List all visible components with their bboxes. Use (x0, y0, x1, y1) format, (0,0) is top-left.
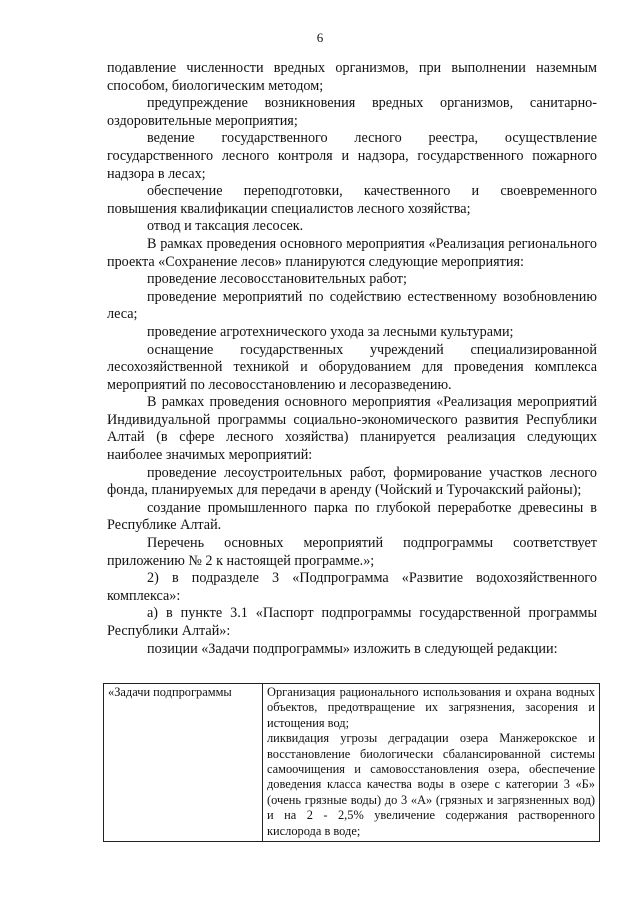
paragraph: отвод и таксация лесосек. (147, 218, 304, 235)
table-item: ликвидация угрозы деградации озера Манжерокское и восстановление биологически сбалансированной системы самоочищения и самовосстановления озера, обеспечение доведения класса качества воды в озере с категории 3 «Б» (очень грязные воды) до 3 «А» (грязных и загрязненных вод) и на 2 - 2,5% увеличение содержания растворенного кислорода в воде; (267, 731, 595, 838)
table-label-cell: «Задачи подпрограммы (104, 684, 263, 842)
paragraph: позиции «Задачи подпрограммы» изложить в следующей редакции: (147, 640, 558, 657)
paragraph: проведение лесоустроительных работ, формирование участков лесного фонда, планируемых для передачи в аренду (Чойский и Турочакский районы); (107, 464, 597, 499)
paragraph: обеспечение переподготовки, качественного и своевременного повышения квалификации специалистов лесного хозяйства; (107, 183, 597, 217)
paragraph: проведение мероприятий по содействию естественному возобновлению леса; (107, 288, 597, 323)
paragraph: В рамках проведения основного мероприятия «Реализация регионального проекта «Сохранение лесов» планируются следующие мероприятия: (107, 235, 597, 270)
paragraph: оснащение государственных учреждений специализированной лесохозяйственной техникой и оборудованием для проведения комплекса мероприятий по лесовосстановлению и лесоразведению. (107, 341, 597, 393)
paragraph: 2) в подразделе 3 «Подпрограмма «Развитие водохозяйственного комплекса»: (107, 570, 597, 604)
paragraph: В рамках проведения основного мероприятия «Реализация мероприятий Индивидуальной программы социально-экономического развития Республики Алтай (в сфере лесного хозяйства) планируется реализация следующих наиболее значимых мероприятий: (107, 394, 597, 464)
table-content-cell (263, 684, 600, 842)
paragraph: проведение лесовосстановительных работ; (147, 271, 407, 288)
paragraph: создание промышленного парка по глубокой переработке древесины в Республике Алтай. (107, 499, 597, 534)
table-row (104, 684, 600, 842)
paragraph: Перечень основных мероприятий подпрограммы соответствует приложению № 2 к настоящей программе.»; (107, 535, 597, 569)
paragraph: подавление численности вредных организмов, при выполнении наземным способом, биологическим методом; (107, 60, 597, 94)
paragraph: а) в пункте 3.1 «Паспорт подпрограммы государственной программы Республики Алтай»: (107, 605, 597, 639)
paragraph: проведение агротехнического ухода за лесными культурами; (147, 323, 514, 340)
table-item: Организация рационального использования и охрана водных объектов, предотвращение их загрязнения, засорения и истощения вод; (267, 685, 595, 730)
page-number: 6 (316, 30, 324, 45)
document-body (107, 60, 597, 658)
tasks-table (103, 683, 600, 842)
paragraph: предупреждение возникновения вредных организмов, санитарно-оздоровительные мероприятия; (107, 95, 597, 129)
paragraph: ведение государственного лесного реестра, осуществление государственного лесного контроля и надзора, государственного пожарного надзора в лесах; (107, 130, 597, 182)
